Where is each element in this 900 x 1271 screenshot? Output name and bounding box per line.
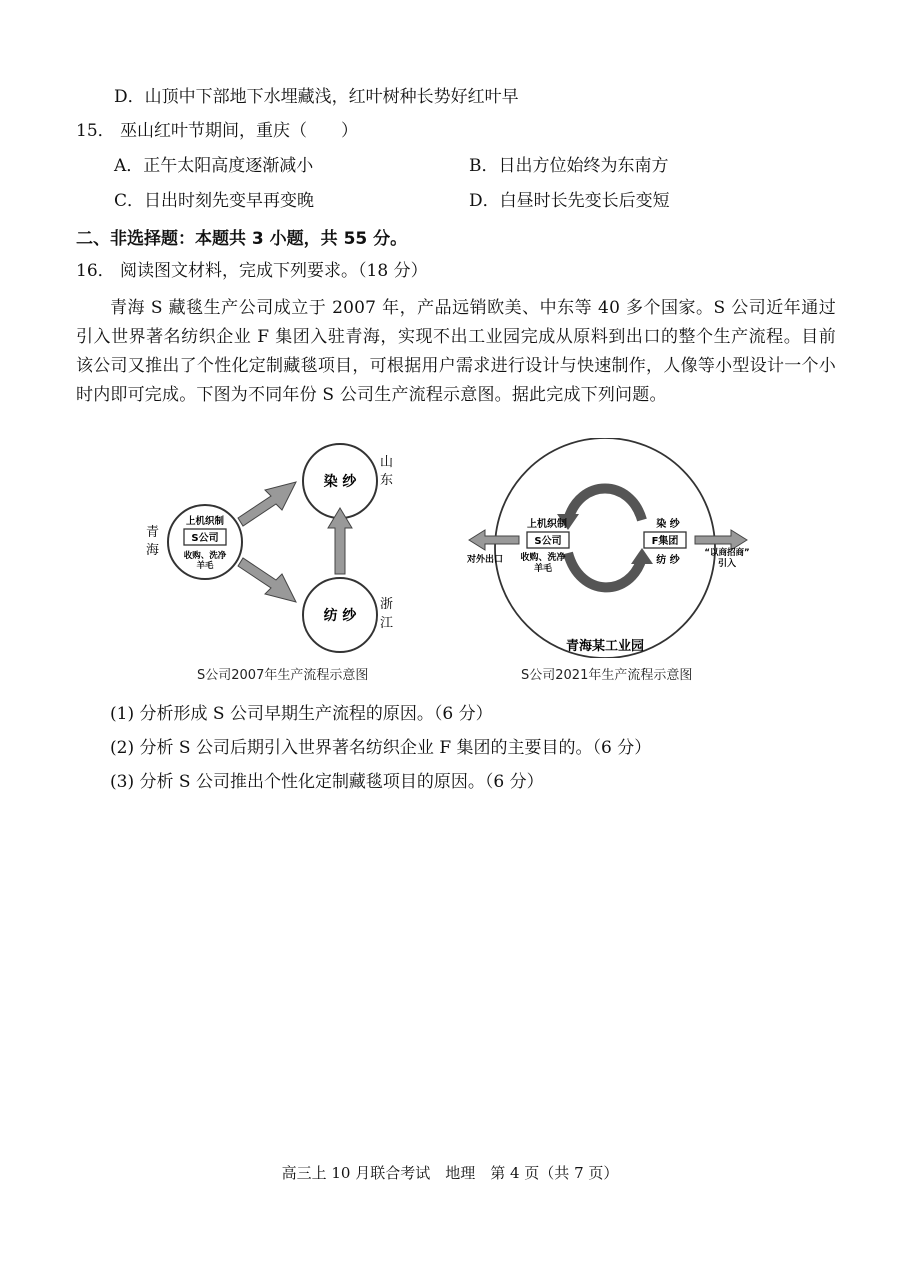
qinghai-label-1: 青 [146, 525, 160, 540]
f-group-label: F集团 [651, 536, 679, 547]
export-label: 对外出口 [466, 555, 504, 565]
q15-stem: 15． 巫山红叶节期间，重庆（ ） [76, 121, 359, 141]
section2-heading: 二、非选择题：本题共 3 小题，共 55 分。 [76, 229, 408, 249]
wool-label: 羊毛 [196, 561, 214, 571]
s-company-label: S公司 [191, 533, 219, 544]
q15-option-c: C．日出时刻先变早再变晚 [114, 191, 315, 211]
s-company-label-2021: S公司 [534, 536, 562, 547]
diagram-2007-caption: S公司2007年生产流程示意图 [197, 668, 369, 683]
zhejiang-label-1: 浙 [380, 597, 394, 612]
q15-option-b: B．日出方位始终为东南方 [469, 156, 669, 176]
arrow-dye-to-s [238, 482, 296, 526]
spinning-label-2021: 纺 纱 [656, 555, 680, 566]
invest-label: “以商招商” [704, 548, 750, 558]
q16-sub2: (2) 分析 S 公司后期引入世界著名纺织企业 F 集团的主要目的。（6 分） [110, 738, 652, 758]
dyeing-label-2021: 染 纱 [656, 519, 680, 530]
industrial-park-label: 青海某工业园 [565, 639, 645, 654]
dyeing-label: 染 纱 [323, 474, 357, 490]
introduce-label: 引入 [717, 559, 737, 569]
qinghai-label-2: 海 [146, 543, 160, 558]
weaving-label: 上机织制 [185, 516, 225, 527]
q16-material: 青海 S 藏毯生产公司成立于 2007 年，产品远销欧美、中东等 40 多个国家。S 公司近年通过引入世界著名纺织企业 F 集团入驻青海，实现不出工业园完成从原料到出口的整个生产流程。目前该公司又推出了个性化定制藏毯项目，可根据用户需求进行设计与快速制作，人像等小型设计一个小时内即可完成。下图为不同年份 S 公司生产流程示意图。据此完成下列问题。 [76, 298, 836, 405]
shandong-label-1: 山 [380, 455, 394, 470]
wool-label-2021: 羊毛 [533, 564, 553, 574]
arrow-s-to-spin [238, 558, 296, 602]
q16-sub3: (3) 分析 S 公司推出个性化定制藏毯项目的原因。（6 分） [110, 772, 544, 792]
q15-option-a: A．正午太阳高度逐渐减小 [114, 156, 314, 176]
spinning-label: 纺 纱 [323, 608, 357, 624]
shandong-label-2: 东 [380, 473, 394, 488]
diagram-2007 [140, 440, 400, 655]
diagram-2021-caption: S公司2021年生产流程示意图 [521, 668, 693, 683]
page-footer: 高三上 10 月联合考试 地理 第 4 页（共 7 页） [281, 1164, 619, 1182]
diagram-2021 [455, 438, 770, 658]
q16-sub1: (1) 分析形成 S 公司早期生产流程的原因。（6 分） [110, 704, 493, 724]
q15-option-d: D．白昼时长先变长后变短 [469, 191, 670, 211]
weaving-label-2021: 上机织制 [527, 519, 567, 530]
zhejiang-label-2: 江 [380, 616, 394, 631]
purchase-label-2021: 收购、洗净 [520, 553, 566, 563]
purchase-label: 收购、洗净 [183, 551, 227, 561]
q14-option-d: D．山顶中下部地下水埋藏浅，红叶树种长势好红叶早 [114, 87, 519, 107]
q16-stem: 16． 阅读图文材料，完成下列要求。（18 分） [76, 261, 428, 281]
